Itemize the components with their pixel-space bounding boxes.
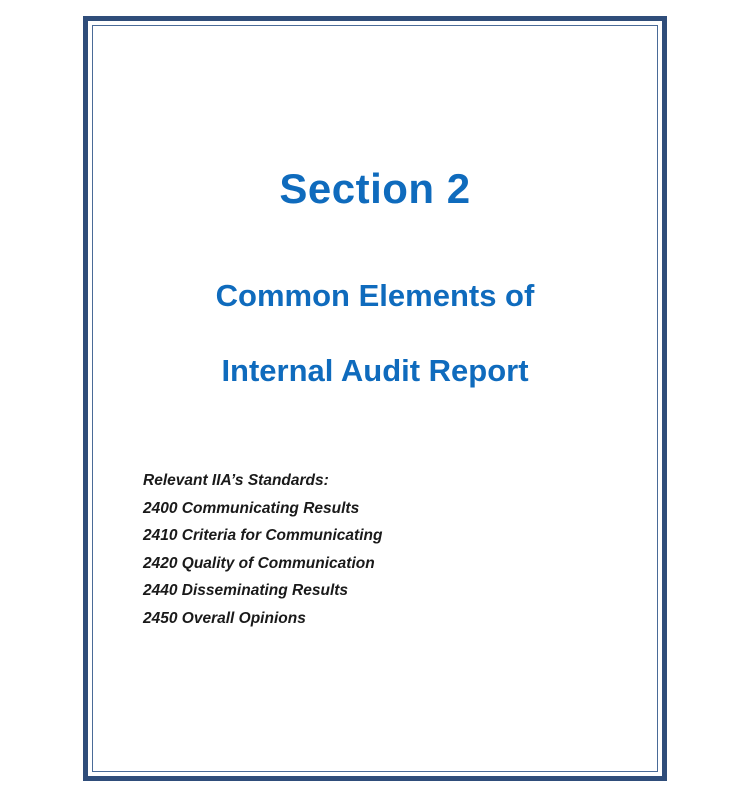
section-subtitle-line-2: Internal Audit Report	[221, 353, 529, 388]
page-frame	[83, 16, 667, 781]
standard-item-2400: 2400 Communicating Results	[143, 499, 360, 517]
page-inner-frame	[92, 25, 658, 772]
standards-list	[143, 467, 382, 632]
standard-item-2420: 2420 Quality of Communication	[143, 554, 375, 572]
standard-item-2450: 2450 Overall Opinions	[143, 609, 306, 627]
standard-item-2440: 2440 Disseminating Results	[143, 582, 349, 599]
section-subtitle-line-1: Common Elements of	[215, 278, 535, 313]
section-title: Section 2	[279, 165, 471, 212]
standard-item-2410: 2410 Criteria for Communicating	[143, 527, 383, 544]
standards-heading: Relevant IIA’s Standards:	[143, 472, 329, 489]
